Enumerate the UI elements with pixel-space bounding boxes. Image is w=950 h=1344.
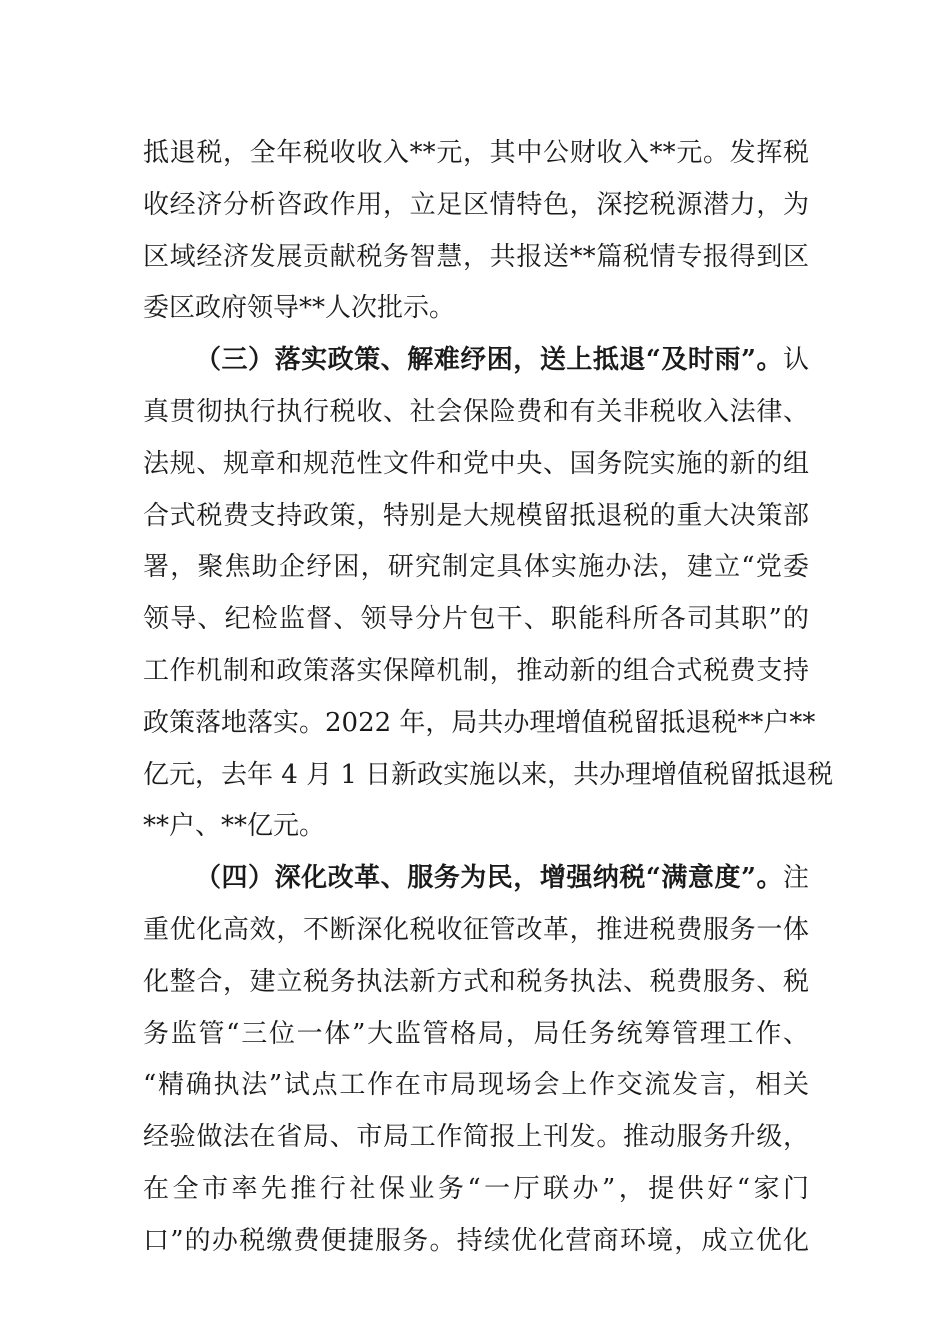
document-body [143, 128, 834, 1268]
text-line: 抵退税，全年税收收入**元，其中公财收入**元。发挥税 [143, 138, 809, 168]
text-line: “精确执法”试点工作在市局现场会上作交流发言，相关 [143, 1070, 809, 1101]
paragraph-tax-revenue [143, 128, 809, 335]
text-line: 委区政府领导**人次批示。 [143, 293, 456, 324]
text-line: 区域经济发展贡献税务智慧，共报送**篇税情专报得到区 [143, 241, 809, 272]
section-3-paragraph [143, 335, 834, 853]
section-3-first-line [143, 335, 809, 387]
text-line: 署，聚焦助企纾困，研究制定具体实施办法，建立“党委 [143, 552, 809, 583]
section-3-heading: （三）落实政策、解难纾困，送上抵退“及时雨”。 [195, 345, 783, 376]
text-line: 领导、纪检监督、领导分片包干、职能科所各司其职”的 [143, 604, 809, 635]
text-line: 法规、规章和规范性文件和党中央、国务院实施的新的组 [143, 448, 809, 479]
text-line: 收经济分析咨政作用，立足区情特色，深挖税源潜力，为 [143, 189, 809, 220]
text-line: 口”的办税缴费便捷服务。持续优化营商环境，成立优化 [143, 1225, 809, 1256]
text-line: 在全市率先推行社保业务“一厅联办”，提供好“家门 [143, 1173, 809, 1204]
text-line: 合式税费支持政策，特别是大规模留抵退税的重大决策部 [143, 500, 809, 531]
text-line: 亿元，去年 4 月 1 日新政实施以来，共办理增值税留抵退税 [143, 759, 834, 790]
text-line: 真贯彻执行执行税收、社会保险费和有关非税收入法律、 [143, 396, 809, 427]
text-line: **户、**亿元。 [143, 811, 326, 842]
text-line: 务监管“三位一体”大监管格局，局任务统筹管理工作、 [143, 1018, 809, 1049]
text-line: 重优化高效，不断深化税收征管改革，推进税费服务一体 [143, 914, 809, 945]
text-line: 工作机制和政策落实保障机制，推动新的组合式税费支持 [143, 655, 809, 686]
text-line: 政策落地落实。2022 年，局共办理增值税留抵退税**户** [143, 707, 816, 738]
section-4-paragraph [143, 853, 809, 1267]
section-4-heading: （四）深化改革、服务为民，增强纳税“满意度”。 [195, 863, 783, 894]
section-4-first-line-text: 注 [782, 863, 809, 894]
text-line: 化整合，建立税务执法新方式和税务执法、税费服务、税 [143, 966, 809, 997]
section-4-first-line [143, 853, 809, 905]
text-line: 经验做法在省局、市局工作简报上刊发。推动服务升级， [143, 1122, 809, 1153]
section-3-first-line-text: 认 [782, 345, 809, 376]
